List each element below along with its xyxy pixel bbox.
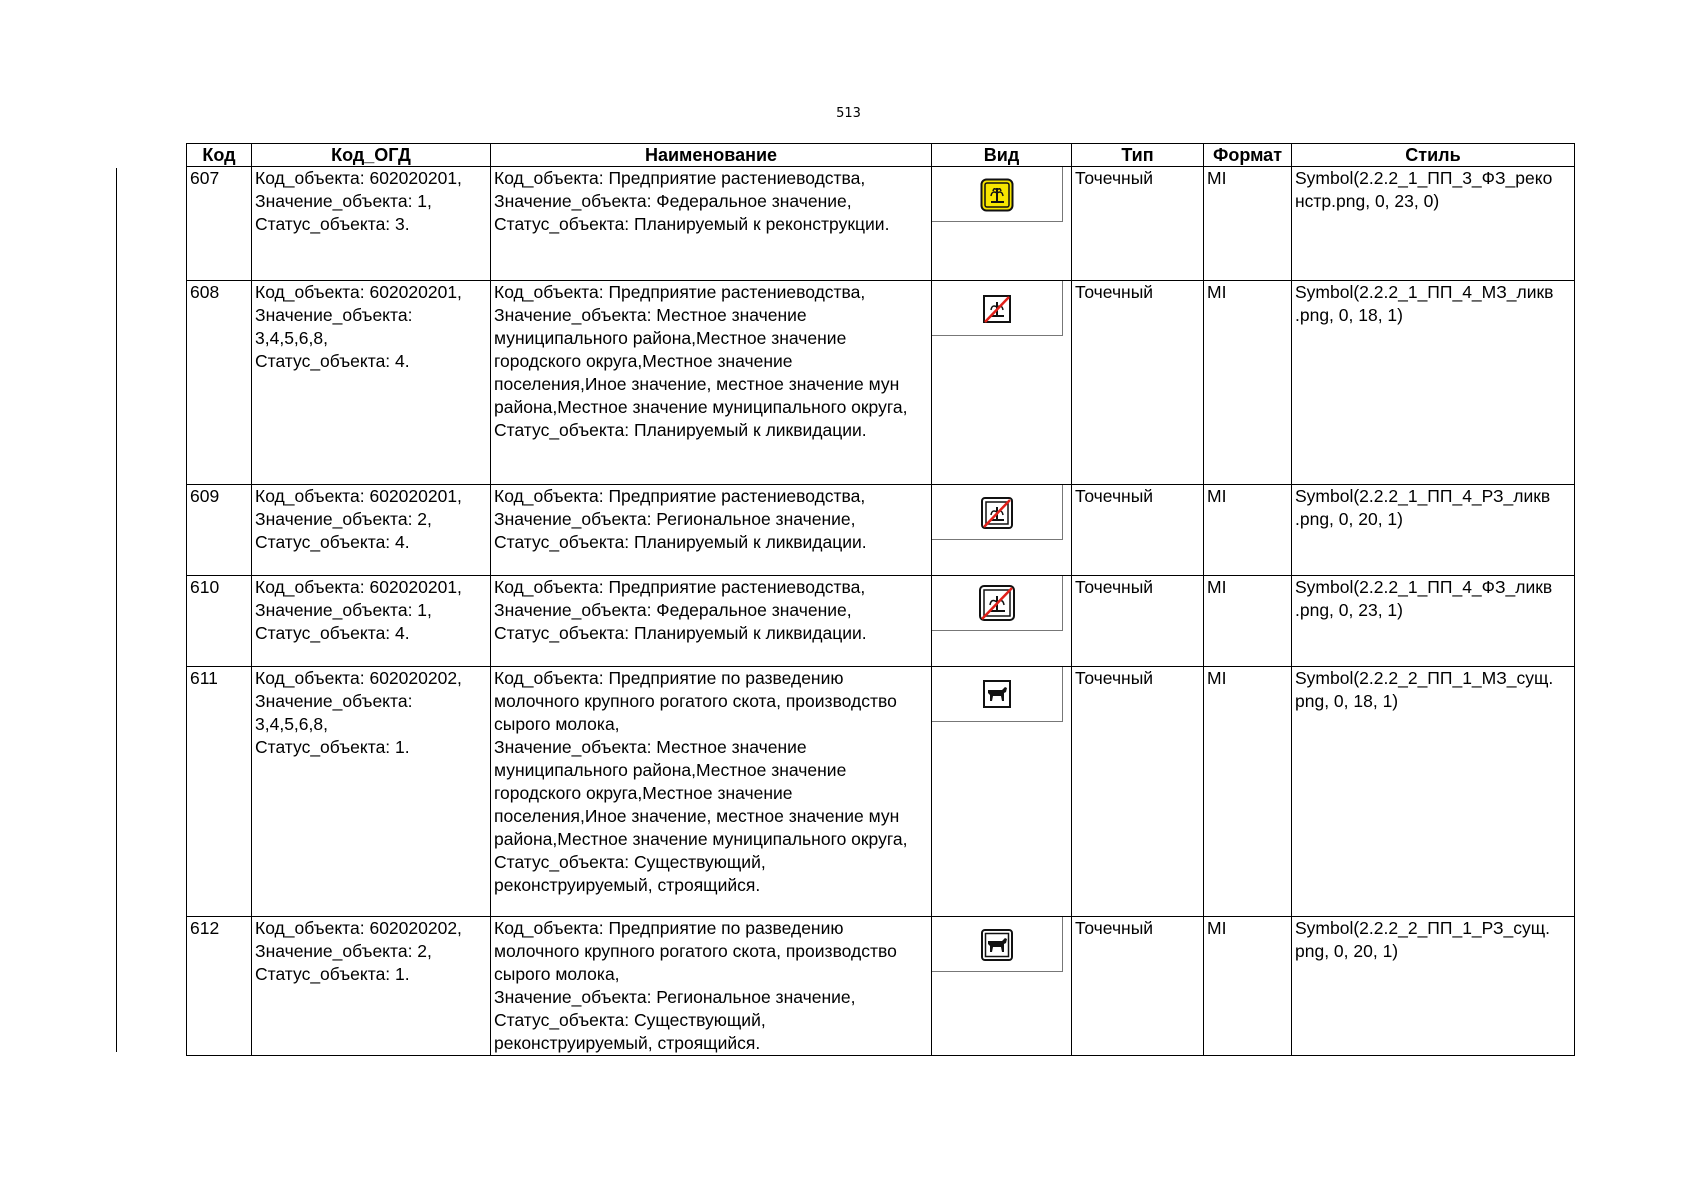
margin-rule bbox=[116, 168, 117, 1052]
cell-view bbox=[932, 281, 1072, 485]
cell-ogd: Код_объекта: 602020201, Значение_объекта: 1, Статус_объекта: 4. bbox=[252, 576, 491, 667]
cell-name: Код_объекта: Предприятие по разведению молочного крупного рогатого скота, производство сырого молока, Значение_объекта: Региональное значение, Статус_объекта: Существующий, реконструируемый, строящийся. bbox=[491, 917, 932, 1056]
cell-code: 612 bbox=[187, 917, 252, 1056]
cell-type: Точечный bbox=[1072, 917, 1204, 1056]
cell-type: Точечный bbox=[1072, 576, 1204, 667]
cell-code: 610 bbox=[187, 576, 252, 667]
symbol-swatch bbox=[932, 576, 1063, 631]
cell-view bbox=[932, 576, 1072, 667]
cell-code: 611 bbox=[187, 667, 252, 917]
cell-style: Symbol(2.2.2_1_ПП_4_МЗ_ликв .png, 0, 18, 1) bbox=[1292, 281, 1575, 485]
symbol-swatch bbox=[932, 485, 1063, 540]
cell-style: Symbol(2.2.2_2_ПП_1_МЗ_сущ. png, 0, 18, 1) bbox=[1292, 667, 1575, 917]
cell-name: Код_объекта: Предприятие растениеводства, Значение_объекта: Федеральное значение, Статус_объекта: Планируемый к ликвидации. bbox=[491, 576, 932, 667]
cell-name: Код_объекта: Предприятие по разведению молочного крупного рогатого скота, производство сырого молока, Значение_объекта: Местное значение муниципального района,Местное значение городского округа,Местное значение поселения,Иное значение, местное значение мун района,Местное значение муниципального округа, Статус_объекта: Существующий, реконструируемый, строящийся. bbox=[491, 667, 932, 917]
cell-style: Symbol(2.2.2_1_ПП_3_ФЗ_реко нстр.png, 0, 23, 0) bbox=[1292, 167, 1575, 281]
header-style: Стиль bbox=[1292, 144, 1575, 167]
table-row bbox=[187, 576, 1575, 667]
cell-ogd: Код_объекта: 602020201, Значение_объекта: 3,4,5,6,8, Статус_объекта: 4. bbox=[252, 281, 491, 485]
cell-format: MI bbox=[1204, 576, 1292, 667]
table-row bbox=[187, 167, 1575, 281]
cell-view bbox=[932, 485, 1072, 576]
cell-style: Symbol(2.2.2_1_ПП_4_ФЗ_ликв .png, 0, 23, 1) bbox=[1292, 576, 1575, 667]
header-type: Тип bbox=[1072, 144, 1204, 167]
header-code: Код bbox=[187, 144, 252, 167]
cell-ogd: Код_объекта: 602020201, Значение_объекта: 1, Статус_объекта: 3. bbox=[252, 167, 491, 281]
cell-format: MI bbox=[1204, 281, 1292, 485]
symbol-swatch bbox=[932, 667, 1063, 722]
page-number: 513 bbox=[836, 106, 861, 121]
table-row bbox=[187, 281, 1575, 485]
cell-ogd: Код_объекта: 602020202, Значение_объекта: 2, Статус_объекта: 1. bbox=[252, 917, 491, 1056]
header-format: Формат bbox=[1204, 144, 1292, 167]
cell-view bbox=[932, 167, 1072, 281]
cell-view bbox=[932, 917, 1072, 1056]
symbol-swatch bbox=[932, 917, 1063, 972]
cell-type: Точечный bbox=[1072, 167, 1204, 281]
plant-farm-liquidation-regional-icon bbox=[980, 496, 1014, 530]
cell-format: MI bbox=[1204, 485, 1292, 576]
plant-farm-liquidation-icon bbox=[980, 292, 1014, 326]
cell-format: MI bbox=[1204, 917, 1292, 1056]
table-header-row bbox=[187, 144, 1575, 167]
cell-code: 607 bbox=[187, 167, 252, 281]
cell-code: 609 bbox=[187, 485, 252, 576]
cell-style: Symbol(2.2.2_1_ПП_4_РЗ_ликв .png, 0, 20, 1) bbox=[1292, 485, 1575, 576]
table-row bbox=[187, 917, 1575, 1056]
cell-view bbox=[932, 667, 1072, 917]
table-row bbox=[187, 485, 1575, 576]
dairy-cattle-existing-regional-icon bbox=[980, 928, 1014, 962]
cell-style: Symbol(2.2.2_2_ПП_1_РЗ_сущ. png, 0, 20, 1) bbox=[1292, 917, 1575, 1056]
cell-ogd: Код_объекта: 602020201, Значение_объекта: 2, Статус_объекта: 4. bbox=[252, 485, 491, 576]
symbol-swatch bbox=[932, 281, 1063, 336]
symbol-swatch bbox=[932, 167, 1063, 222]
header-name: Наименование bbox=[491, 144, 932, 167]
cell-ogd: Код_объекта: 602020202, Значение_объекта: 3,4,5,6,8, Статус_объекта: 1. bbox=[252, 667, 491, 917]
cell-format: MI bbox=[1204, 667, 1292, 917]
plant-farm-liquidation-federal-icon bbox=[978, 584, 1016, 622]
table-row bbox=[187, 667, 1575, 917]
cell-code: 608 bbox=[187, 281, 252, 485]
header-view: Вид bbox=[932, 144, 1072, 167]
cell-name: Код_объекта: Предприятие растениеводства, Значение_объекта: Местное значение муниципального района,Местное значение городского округа,Местное значение поселения,Иное значение, местное значение мун района,Местное значение муниципального округа, Статус_объекта: Планируемый к ликвидации. bbox=[491, 281, 932, 485]
symbol-registry-table bbox=[186, 143, 1575, 1056]
cell-name: Код_объекта: Предприятие растениеводства, Значение_объекта: Региональное значение, Статус_объекта: Планируемый к ликвидации. bbox=[491, 485, 932, 576]
dairy-cattle-existing-icon bbox=[982, 679, 1012, 709]
header-ogd-code: Код_ОГД bbox=[252, 144, 491, 167]
cell-name: Код_объекта: Предприятие растениеводства, Значение_объекта: Федеральное значение, Статус_объекта: Планируемый к реконструкции. bbox=[491, 167, 932, 281]
cell-format: MI bbox=[1204, 167, 1292, 281]
cell-type: Точечный bbox=[1072, 281, 1204, 485]
plant-farm-reconstruction-icon bbox=[980, 178, 1014, 212]
cell-type: Точечный bbox=[1072, 485, 1204, 576]
cell-type: Точечный bbox=[1072, 667, 1204, 917]
